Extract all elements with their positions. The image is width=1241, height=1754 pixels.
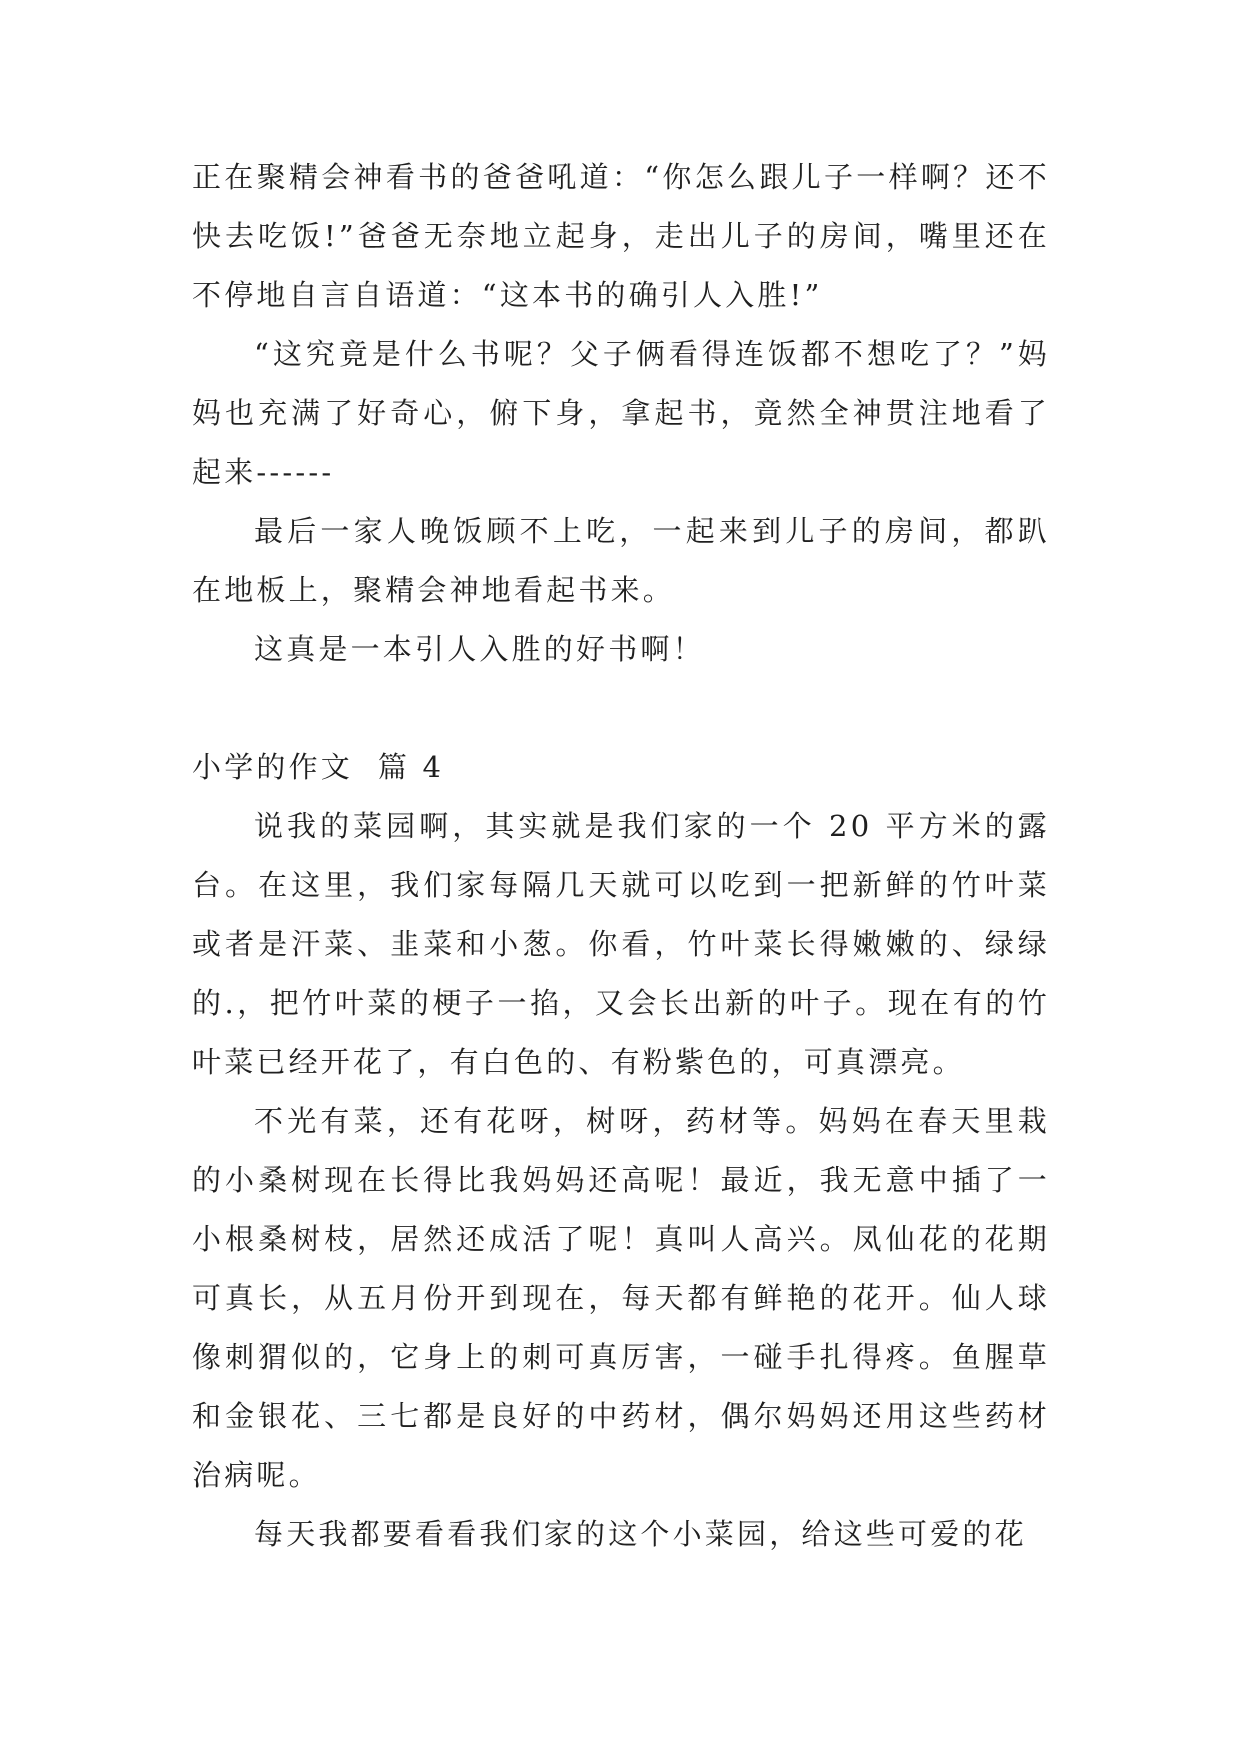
paragraph-father-shouts: 正在聚精会神看书的爸爸吼道：“你怎么跟儿子一样啊？还不快去吃饭!”爸爸无奈地立起身，走出儿子的房间，嘴里还在不停地自言自语道：“这本书的确引人入胜!” — [192, 160, 1050, 312]
paragraph-mother-curious: “这究竟是什么书呢？父子俩看得连饭都不想吃了？”妈妈也充满了好奇心，俯下身，拿起书，竟然全神贯注地看了起来------ — [192, 337, 1050, 489]
section-heading: 小学的作文 篇 4 — [192, 750, 445, 784]
essay-body — [192, 148, 1050, 679]
paragraph-daily-visit: 每天我都要看看我们家的这个小菜园，给这些可爱的花 — [254, 1517, 1027, 1551]
paragraph-flowers-trees: 不光有菜，还有花呀，树呀，药材等。妈妈在春天里栽的小桑树现在长得比我妈妈还高呢！最近，我无意中插了一小根桑树枝，居然还成活了呢！真叫人高兴。凤仙花的花期可真长，从五月份开到现在，每天都有鲜艳的花开。仙人球像刺猬似的，它身上的刺可真厉害，一碰手扎得疼。鱼腥草和金银花、三七都是良好的中药材，偶尔妈妈还用这些药材治病呢。 — [192, 1104, 1050, 1492]
essay-section-4 — [192, 738, 1050, 1564]
paragraph-family-reading: 最后一家人晚饭顾不上吃，一起来到儿子的房间，都趴在地板上，聚精会神地看起书来。 — [192, 514, 1050, 607]
paragraph-vegetable-garden: 说我的菜园啊，其实就是我们家的一个 20 平方米的露台。在这里，我们家每隔几天就可以吃到一把新鲜的竹叶菜或者是汗菜、韭菜和小葱。你看，竹叶菜长得嫩嫩的、绿绿的.，把竹叶菜的梗子一掐，又会长出新的叶子。现在有的竹叶菜已经开花了，有白色的、有粉紫色的，可真漂亮。 — [192, 809, 1050, 1079]
paragraph-good-book: 这真是一本引人入胜的好书啊！ — [254, 632, 705, 666]
